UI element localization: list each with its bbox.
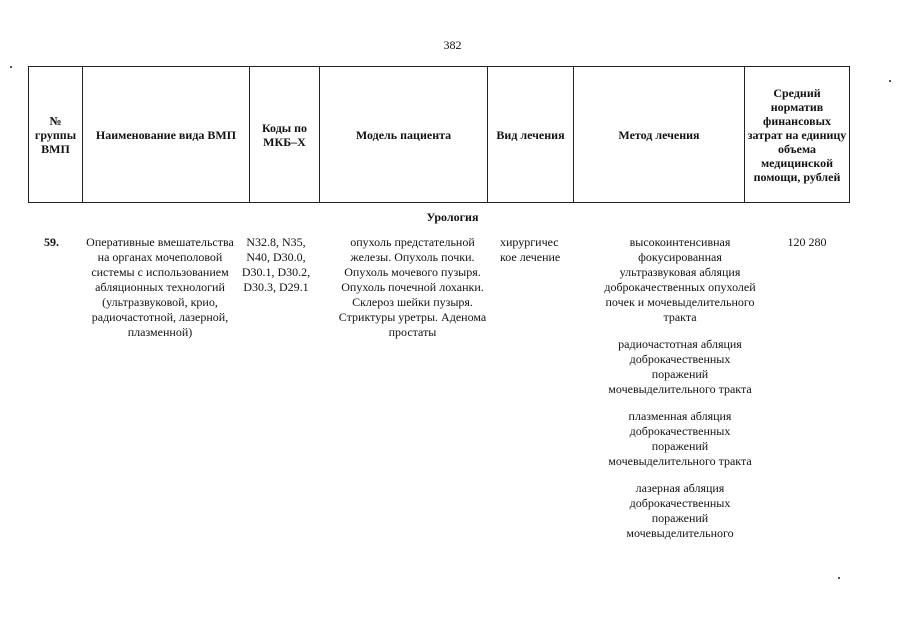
header-icd-codes: Коды по МКБ–Х xyxy=(250,67,320,202)
header-treatment-method: Метод лечения xyxy=(574,67,745,202)
page-number: 382 xyxy=(443,38,462,52)
row-number: 59. xyxy=(44,235,59,249)
row-average-cost: 120 280 xyxy=(787,235,827,249)
scan-artifact-dot xyxy=(10,66,12,68)
method-item: высокоинтенсивная фокусированная ультразвуковая абляция доброкачественных опухолей почек и мочевыделительного тракта xyxy=(604,235,756,324)
header-patient-model: Модель пациента xyxy=(320,67,488,202)
row-vmp-name: Оперативные вмешательства на органах мочеполовой системы с использованием абляционных технологий (ультразвуковой, крио, радиочастотной, лазерной, плазменной) xyxy=(86,235,234,339)
method-item: лазерная абляция доброкачественных поражений мочевыделительного xyxy=(626,481,734,540)
header-treatment-type: Вид лечения xyxy=(488,67,574,202)
row-treatment-type: хирургичес кое лечение xyxy=(500,235,561,264)
section-title: Урология xyxy=(426,210,479,224)
header-group-number: № группы ВМП xyxy=(29,67,83,202)
row-treatment-methods xyxy=(600,235,760,553)
row-patient-model: опухоль предстательной железы. Опухоль почки. Опухоль мочевого пузыря. Опухоль почечной лоханки. Склероз шейки пузыря. Стриктуры уретры. Аденома простаты xyxy=(338,235,487,339)
header-average-cost: Средний норматив финансовых затрат на единицу объема медицинской помощи, рублей xyxy=(747,85,847,184)
row-icd-codes: N32.8, N35, N40, D30.0, D30.1, D30.2, D30.3, D29.1 xyxy=(241,235,311,294)
scan-artifact-dot xyxy=(838,577,840,579)
method-item: плазменная абляция доброкачественных поражений мочевыделительного тракта xyxy=(608,409,752,468)
header-vmp-name: Наименование вида ВМП xyxy=(83,67,250,202)
method-item: радиочастотная абляция доброкачественных поражений мочевыделительного тракта xyxy=(608,337,752,396)
table-header xyxy=(28,66,850,203)
scan-artifact-dot xyxy=(889,80,891,82)
